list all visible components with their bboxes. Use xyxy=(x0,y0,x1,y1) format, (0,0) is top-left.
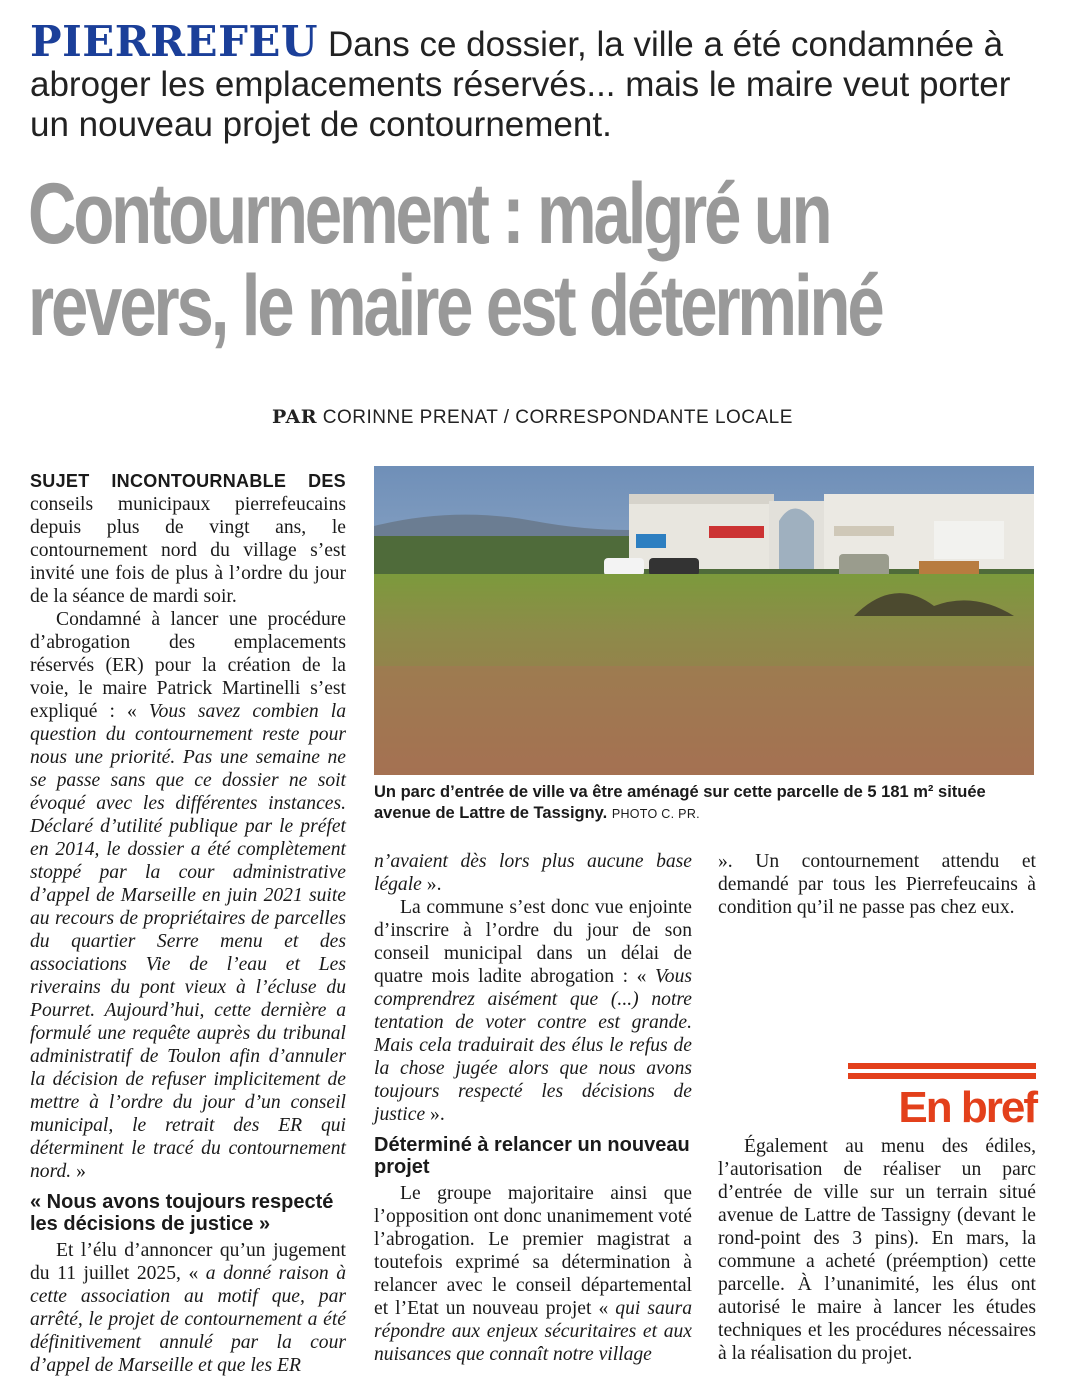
article-paragraph-3-continued: n’avaient dès lors plus aucune base légale ». xyxy=(374,851,692,895)
byline-par: PAR xyxy=(272,406,317,428)
byline-author: CORINNE PRENAT / CORRESPONDANTE LOCALE xyxy=(322,407,793,428)
article-paragraph-4: La commune s’est donc vue enjointe d’inscrire à l’ordre du jour de son conseil municipal dans un délai de quatre mois ladite abrogation : « Vous comprendrez aisément que (...) notre tentation de voter contre est grande. Mais cela traduirait des élus le refus de la chose jugée alors que nous avons toujours respecté les décisions de justice ». xyxy=(374,897,692,1125)
byline xyxy=(0,406,1065,429)
quote: Vous savez combien la question du contournement reste pour nous une priorité. Pas une semaine ne se passe sans que ce dossier ne soit évoqué avec les différentes instances. Déclaré d’utilité publique par le préfet en 2014, le dossier a été complètement stoppé par la cour administrative d’appel de Marseille en juin 2021 suite au recours de propriétaires de parcelles du quartier Serre menu et des associations Vie de l’eau et Les riverains du pont vieux à l’écluse du Pourret. Aujourd’hui, cette dernière a formulé une requête auprès du tribunal administratif de Toulon afin d’annuler la décision de refuser implicitement de mettre à l’ordre du jour d’un conseil municipal, le retrait des ER qui déterminent le tracé du contournement nord. xyxy=(30,701,346,1182)
article-column-3 xyxy=(718,850,1036,919)
article-paragraph-5-continued: ». Un contournement attendu et demandé par tous les Pierrefeucains à condition qu’il ne passe pas chez eux. xyxy=(718,851,1036,918)
article-column-1 xyxy=(30,470,346,1377)
article-photo xyxy=(374,466,1034,775)
lead-caps: SUJET INCONTOURNABLE DES xyxy=(30,471,346,491)
caption-text: Un parc d’entrée de ville va être aménagé sur cette parcelle de 5 181 m² située avenue de Lattre de Tassigny. xyxy=(374,783,986,822)
quote: Vous comprendrez aisément que (...) notre tentation de voter contre est grande. Mais cela traduirait des élus le refus de la chose jugée alors que nous avons toujours respecté les décisions de justice xyxy=(374,966,692,1125)
brief-rule-bottom xyxy=(848,1073,1036,1079)
brief-rule-top xyxy=(848,1063,1036,1069)
article-column-2 xyxy=(374,850,692,1366)
article-paragraph-2: Condamné à lancer une procédure d’abrogation des emplacements réservés (ER) pour la création de la voie, le maire Patrick Martinelli s’est expliqué : « Vous savez combien la question du contournement reste pour nous une priorité. Pas une semaine ne se passe sans que ce dossier ne soit évoqué avec les différentes instances. Déclaré d’utilité publique par le préfet en 2014, le dossier a été complètement stoppé par la cour administrative d’appel de Marseille en juin 2021 suite au recours de propriétaires de parcelles du quartier Serre menu et des associations Vie de l’eau et Les riverains du pont vieux à l’écluse du Pourret. Aujourd’hui, cette dernière a formulé une requête auprès du tribunal administratif de Toulon afin d’annuler la décision de refuser implicitement de mettre à l’ordre du jour d’un conseil municipal, le retrait des ER qui déterminent le tracé du contournement nord. » xyxy=(30,609,346,1182)
quote: qui saura répondre aux enjeux sécuritaires et aux nuisances que connaît notre village xyxy=(374,1298,692,1365)
quote: n’avaient dès lors plus aucune base légale xyxy=(374,851,692,895)
field-photo-image xyxy=(374,466,1034,775)
brief-column xyxy=(718,1135,1036,1365)
kicker-text: Dans ce dossier, la ville a été condamnée à abroger les emplacements réservés... mais le maire veut porter un nouveau projet de contournement. xyxy=(30,25,1011,144)
subhead-justice: « Nous avons toujours respecté les décisions de justice » xyxy=(30,1191,334,1235)
headline-line-1: Contournement : malgré un xyxy=(28,166,830,262)
headline xyxy=(28,168,1065,352)
headline-line-2: revers, le maire est déterminé xyxy=(28,258,882,354)
photo-credit: PHOTO C. PR. xyxy=(611,807,700,821)
article-paragraph-3: Et l’élu d’annoncer qu’un jugement du 11 juillet 2025, « a donné raison à cette association au motif que, par arrêté, le projet de contournement a été définitivement annulé par la cour d’appel de Marseille et que les ER xyxy=(30,1240,346,1376)
location-label: PIERREFEU xyxy=(30,17,319,66)
article-intro xyxy=(30,470,346,608)
article-paragraph-5: Le groupe majoritaire ainsi que l’opposition ont donc unanimement voté l’abrogation. Le premier magistrat a toutefois exprimé sa détermination à relancer avec le conseil départemental et l’Etat un nouveau projet « qui saura répondre aux enjeux sécuritaires et aux nuisances que connaît notre village xyxy=(374,1183,692,1365)
subhead-new-project: Déterminé à relancer un nouveau projet xyxy=(374,1134,690,1178)
quote: a donné raison à cette association au motif que, par arrêté, le projet de contournement a été définitivement annulé par la cour d’appel de Marseille et que les ER xyxy=(30,1263,346,1376)
brief-text: Également au menu des édiles, l’autorisation de réaliser un parc d’entrée de ville sur un terrain situé avenue de Lattre de Tassigny (devant le rond-point des 3 pins). En mars, la commune a acheté (préemption) cette parcelle. À l’unanimité, les élus ont autorisé le maire à lancer les études techniques et les procédures nécessaires à la réalisation du projet. xyxy=(718,1136,1036,1364)
photo-caption xyxy=(374,782,1034,825)
kicker xyxy=(30,17,1040,145)
intro-text: conseils municipaux pierrefeucains depuis plus de vingt ans, le contournement nord du village s’est invité une fois de plus à l’ordre du jour de la séance de mardi soir. xyxy=(30,494,346,607)
brief-title: En bref xyxy=(898,1083,1036,1132)
